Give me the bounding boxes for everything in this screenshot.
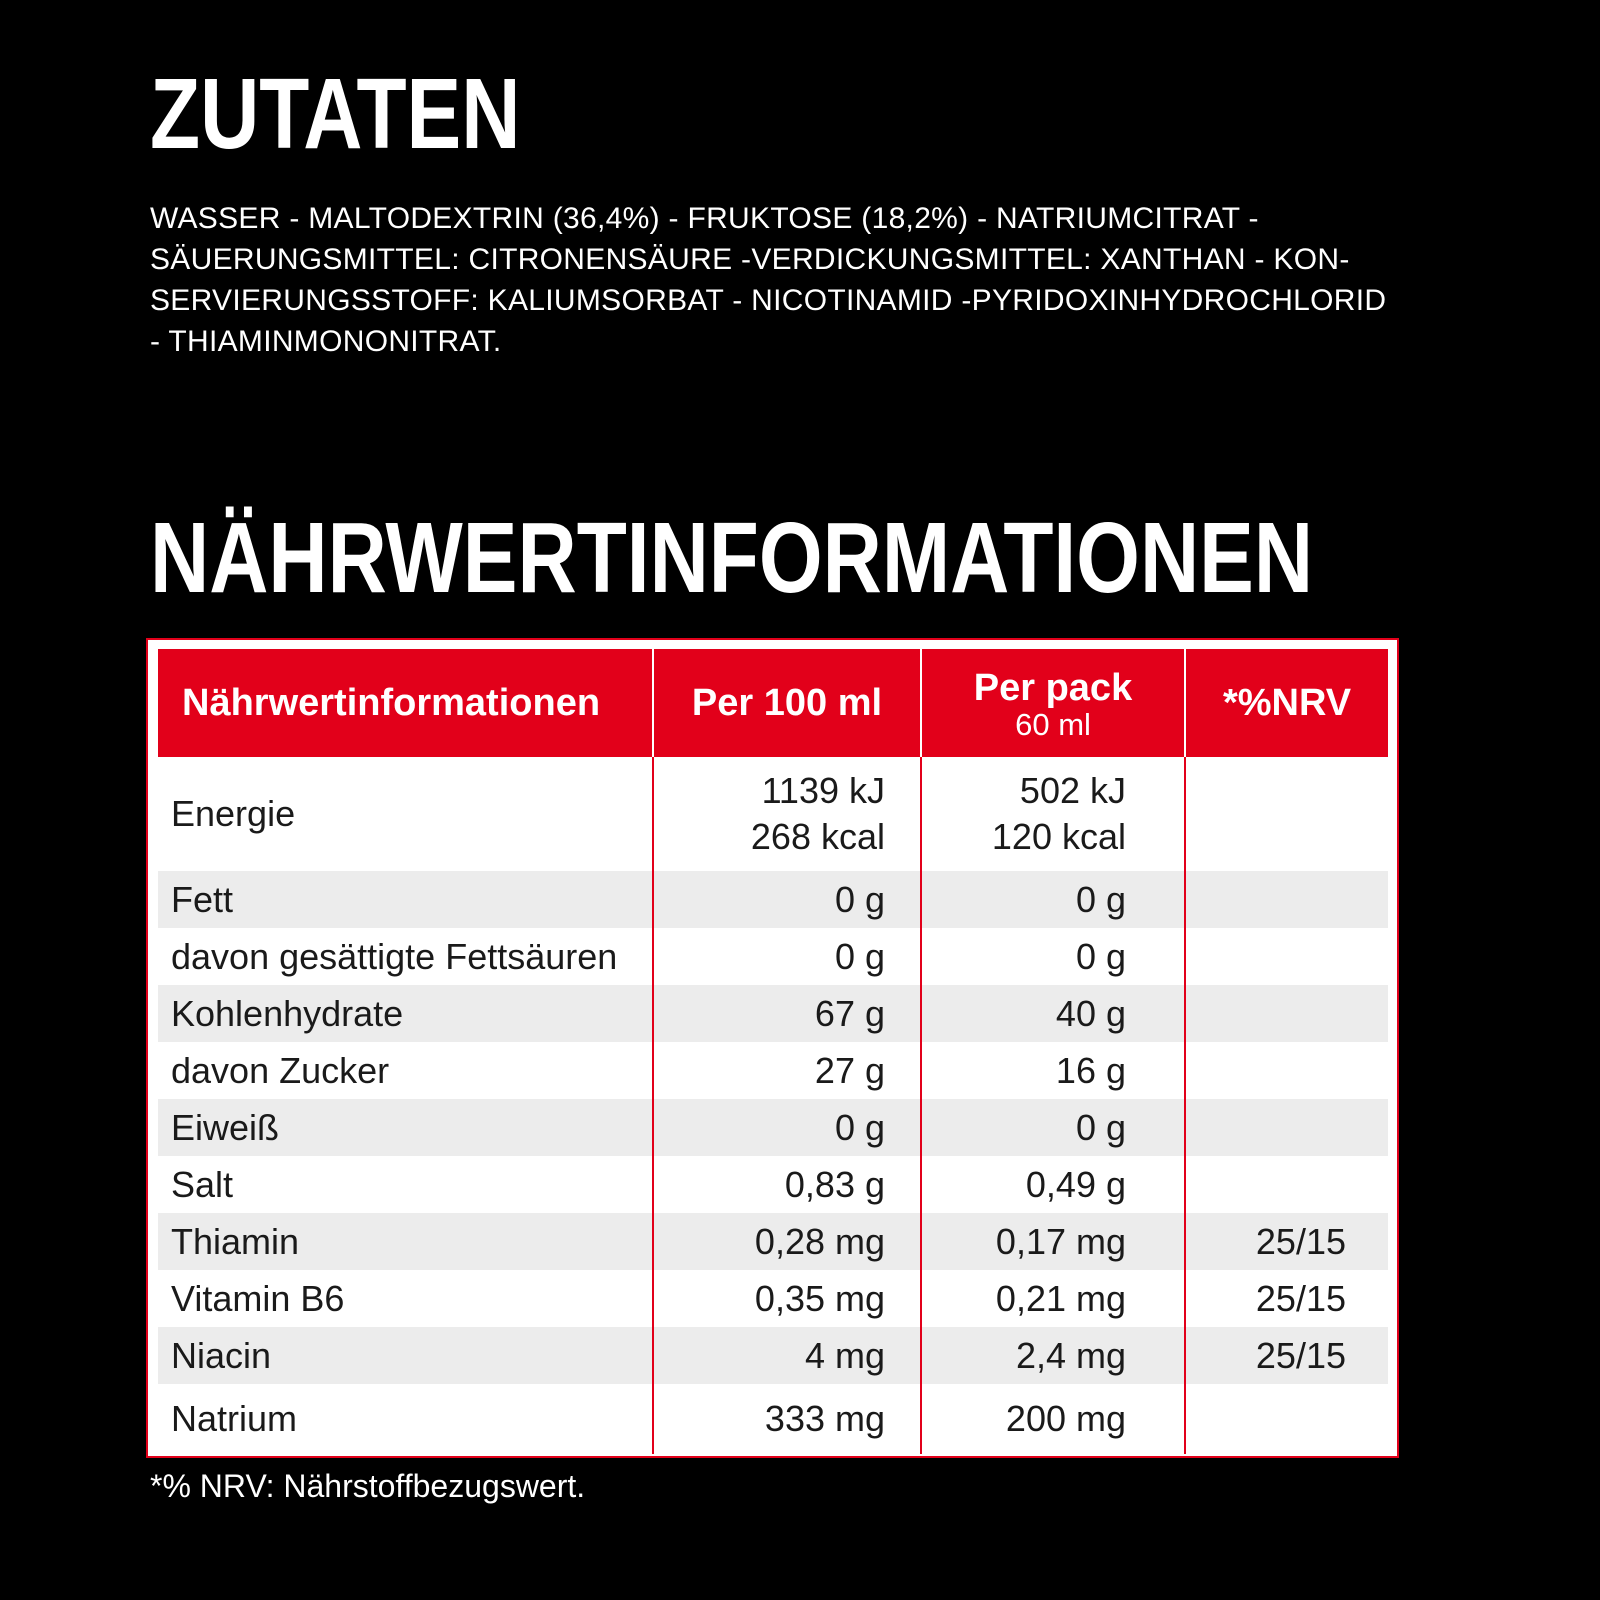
row-nrv — [1185, 1384, 1388, 1454]
row-per-100ml: 0,28 mg — [653, 1213, 921, 1270]
row-label: Energie — [171, 793, 296, 834]
ingredients-line: SERVIERUNGSSTOFF: KALIUMSORBAT - NICOTINAMID -PYRIDOXINHYDROCHLORID — [150, 284, 1387, 317]
row-per-pack: 0 g — [921, 928, 1185, 985]
energy-kj: 502 kJ — [1019, 770, 1126, 811]
table-row — [158, 1156, 1388, 1213]
ingredients-title: ZUTATEN — [150, 58, 521, 170]
row-nrv: 25/15 — [1185, 1327, 1388, 1384]
table-row — [158, 1270, 1388, 1327]
row-per-100ml: 67 g — [653, 985, 921, 1042]
table-row — [158, 985, 1388, 1042]
row-label: davon gesättigte Fettsäuren — [171, 935, 618, 977]
table-row — [158, 871, 1388, 928]
row-nrv — [1185, 1099, 1388, 1156]
table-row — [158, 928, 1388, 985]
row-label: Eiweiß — [158, 1099, 653, 1156]
row-label: Vitamin B6 — [171, 1277, 345, 1319]
row-nrv — [1185, 1042, 1388, 1099]
energy-kj: 1139 kJ — [761, 770, 885, 811]
table-row — [158, 1042, 1388, 1099]
header-per-pack — [921, 649, 1185, 757]
row-label: Kohlenhydrate — [158, 985, 653, 1042]
row-label: davon Zucker — [171, 1049, 390, 1091]
row-label: Salt — [171, 1163, 234, 1205]
row-per-pack: 0,49 g — [921, 1156, 1185, 1213]
header-per-pack-label: Per pack — [973, 667, 1133, 709]
row-per-pack: 40 g — [921, 985, 1185, 1042]
row-per-100ml: 27 g — [653, 1042, 921, 1099]
row-per-pack: 0,17 mg — [921, 1213, 1185, 1270]
table-row-energy — [158, 757, 1388, 871]
header-per-100ml: Per 100 ml — [653, 649, 921, 757]
row-label: Thiamin — [158, 1213, 653, 1270]
row-per-100ml: 333 mg — [653, 1384, 921, 1454]
row-nrv — [1185, 757, 1388, 871]
row-per-pack — [921, 757, 1185, 871]
row-nrv: 25/15 — [1185, 1213, 1388, 1270]
row-nrv: 25/15 — [1185, 1270, 1388, 1327]
row-per-pack: 0 g — [921, 871, 1185, 928]
row-per-100ml: 0 g — [653, 1099, 921, 1156]
ingredients-line: SÄUERUNGSMITTEL: CITRONENSÄURE -VERDICKUNGSMITTEL: XANTHAN - KON- — [150, 243, 1350, 276]
nutrition-table — [158, 649, 1388, 1454]
table-row — [158, 1099, 1388, 1156]
ingredients-line: WASSER - MALTODEXTRIN (36,4%) - FRUKTOSE (18,2%) - NATRIUMCITRAT - — [150, 202, 1259, 235]
row-nrv — [1185, 985, 1388, 1042]
row-per-100ml: 0,35 mg — [653, 1270, 921, 1327]
row-label: Natrium — [171, 1398, 298, 1439]
energy-kcal: 120 kcal — [991, 816, 1126, 857]
nrv-footnote: *% NRV: Nährstoffbezugswert. — [150, 1468, 586, 1504]
row-per-pack: 2,4 mg — [921, 1327, 1185, 1384]
table-row — [158, 1327, 1388, 1384]
row-per-100ml: 0 g — [653, 928, 921, 985]
row-label: Niacin — [158, 1327, 653, 1384]
row-per-pack: 16 g — [921, 1042, 1185, 1099]
ingredients-text — [150, 198, 1480, 362]
row-nrv — [1185, 871, 1388, 928]
header-nrv: *%NRV — [1185, 649, 1388, 757]
table-row — [158, 1384, 1388, 1454]
table-row — [158, 1213, 1388, 1270]
row-per-pack: 0 g — [921, 1099, 1185, 1156]
row-per-100ml: 4 mg — [653, 1327, 921, 1384]
nutrition-title: NÄHRWERTINFORMATIONEN — [150, 502, 1314, 614]
row-per-100ml: 0,83 g — [653, 1156, 921, 1213]
header-nutrient: Nährwertinformationen — [158, 649, 653, 757]
row-nrv — [1185, 928, 1388, 985]
table-header-row — [158, 649, 1388, 757]
row-per-100ml — [653, 757, 921, 871]
row-label: Fett — [158, 871, 653, 928]
row-nrv — [1185, 1156, 1388, 1213]
header-per-pack-volume: 60 ml — [1015, 707, 1091, 742]
row-per-100ml: 0 g — [653, 871, 921, 928]
energy-kcal: 268 kcal — [750, 816, 885, 857]
row-per-pack: 200 mg — [921, 1384, 1185, 1454]
row-per-pack: 0,21 mg — [921, 1270, 1185, 1327]
ingredients-line: - THIAMINMONONITRAT. — [150, 325, 502, 358]
